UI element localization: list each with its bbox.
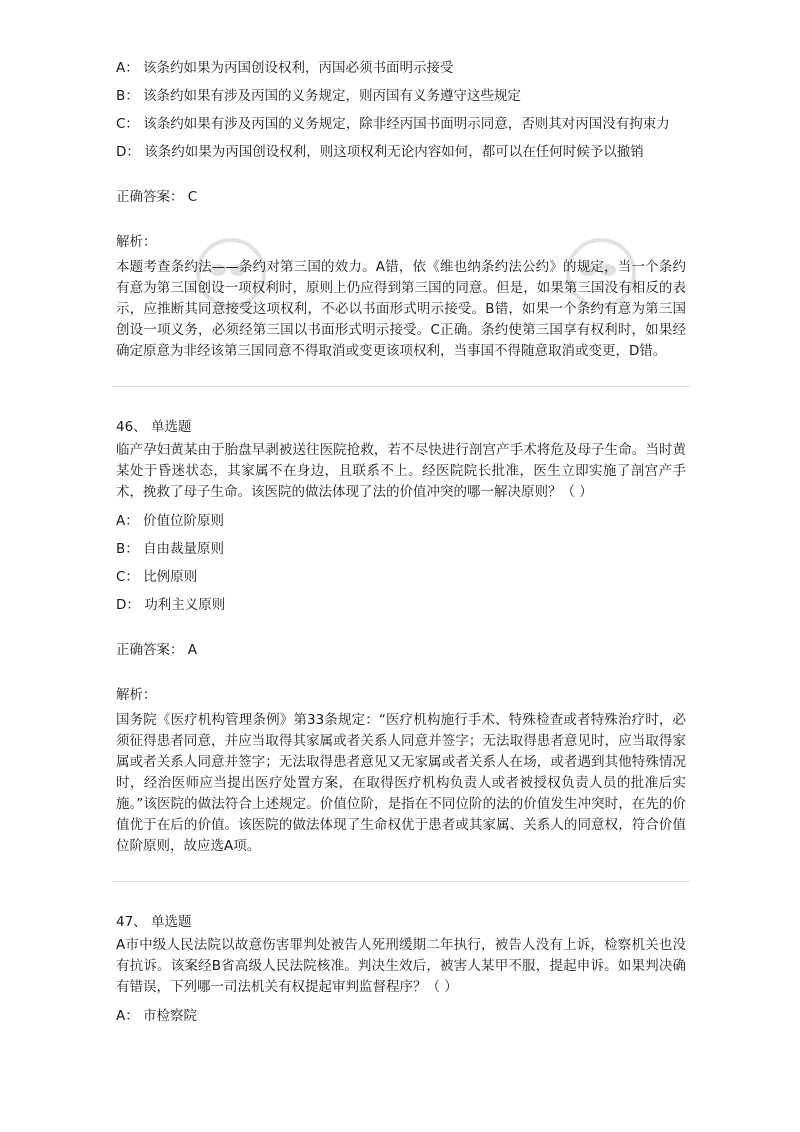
option-key: B： xyxy=(116,88,139,104)
option-b xyxy=(116,539,686,560)
analysis-label: 解析： xyxy=(116,687,157,703)
option-text: 功利主义原则 xyxy=(144,597,226,613)
option-a xyxy=(116,58,686,79)
option-key: A： xyxy=(116,1008,139,1024)
option-key: B： xyxy=(116,541,139,557)
option-text: 该条约如果为丙国创设权利，则这项权利无论内容如何，都可以在任何时候予以撤销 xyxy=(144,144,644,160)
option-d xyxy=(116,595,686,616)
option-key: C： xyxy=(116,116,139,132)
answer-value: A xyxy=(187,642,198,658)
question-header xyxy=(116,417,686,438)
option-text: 自由裁量原则 xyxy=(143,541,225,557)
option-text: 该条约如果有涉及丙国的义务规定，则丙国有义务遵守这些规定 xyxy=(143,88,522,104)
answer-value: C xyxy=(187,189,198,205)
question-46 xyxy=(116,417,686,857)
correct-answer xyxy=(116,187,686,208)
option-key: D： xyxy=(116,144,140,160)
divider xyxy=(112,386,690,387)
option-a xyxy=(116,511,686,532)
question-45-tail xyxy=(116,58,686,362)
question-stem: A市中级人民法院以故意伤害罪判处被告人死刑缓期二年执行，被告人没有上诉，检察机关也没有抗诉。该案经B省高级人民法院核准。判决生效后，被害人某甲不服，提起申诉。如果判决确有错误，下列哪一司法机关有权提起审判监督程序？（ ） xyxy=(116,937,686,995)
question-number: 47、 xyxy=(116,914,147,930)
option-b xyxy=(116,86,686,107)
option-text: 市检察院 xyxy=(143,1008,198,1024)
question-type: 单选题 xyxy=(150,419,192,435)
option-key: C： xyxy=(116,569,139,585)
option-d xyxy=(116,142,686,163)
answer-label: 正确答案： xyxy=(116,642,184,658)
analysis-label: 解析： xyxy=(116,234,157,250)
option-key: A： xyxy=(116,60,139,76)
option-text: 该条约如果为丙国创设权利，丙国必须书面明示接受 xyxy=(143,60,454,76)
option-c xyxy=(116,567,686,588)
analysis-text: 本题考查条约法——条约对第三国的效力。A错，依《维也纳条约法公约》的规定，当一个条约有意为第三国创设一项权利时，原则上仍应得到第三国的同意。但是，如果第三国没有相反的表示，应推断其同意接受这项权利，不必以书面形式明示接受。B错，如果一个条约有意为第三国创设一项义务，必须经第三国以书面形式明示接受。C正确。条约使第三国享有权利时，如果经确定原意为非经该第三国同意不得取消或变更该项权利，当事国不得随意取消或变更，D错。 xyxy=(116,259,686,359)
question-header xyxy=(116,912,686,933)
option-c xyxy=(116,114,686,135)
answer-label: 正确答案： xyxy=(116,189,184,205)
divider xyxy=(112,881,690,882)
question-47 xyxy=(116,912,686,1027)
analysis-text: 国务院《医疗机构管理条例》第33条规定：“医疗机构施行手术、特殊检查或者特殊治疗时，必须征得患者同意，并应当取得其家属或者关系人同意并签字；无法取得患者意见时，应当取得家属或者关系人同意并签字；无法取得患者意见又无家属或者关系人在场，或者遇到其他特殊情况时，经治医师应当提出医疗处置方案，在取得医疗机构负责人或者被授权负责人员的批准后实施。”该医院的做法符合上述规定。价值位阶，是指在不同位阶的法的价值发生冲突时，在先的价值优于在后的价值。该医院的做法体现了生命权优于患者或其家属、关系人的同意权，符合价值位阶原则，故应选A项。 xyxy=(116,712,686,854)
question-number: 46、 xyxy=(116,419,147,435)
option-text: 比例原则 xyxy=(143,569,198,585)
option-key: D： xyxy=(116,597,140,613)
question-type: 单选题 xyxy=(150,914,192,930)
option-text: 该条约如果有涉及丙国的义务规定，除非经丙国书面明示同意，否则其对丙国没有拘束力 xyxy=(143,116,670,132)
option-text: 价值位阶原则 xyxy=(143,513,225,529)
document-page xyxy=(116,58,686,1034)
option-key: A： xyxy=(116,513,139,529)
correct-answer xyxy=(116,640,686,661)
question-stem: 临产孕妇黄某由于胎盘早剥被送往医院抢救，若不尽快进行剖宫产手术将危及母子生命。当时黄某处于昏迷状态，其家属不在身边，且联系不上。经医院院长批准，医生立即实施了剖宫产手术，挽救了母子生命。该医院的做法体现了法的价值冲突的哪一解决原则？（ ） xyxy=(116,442,686,500)
option-a xyxy=(116,1006,686,1027)
